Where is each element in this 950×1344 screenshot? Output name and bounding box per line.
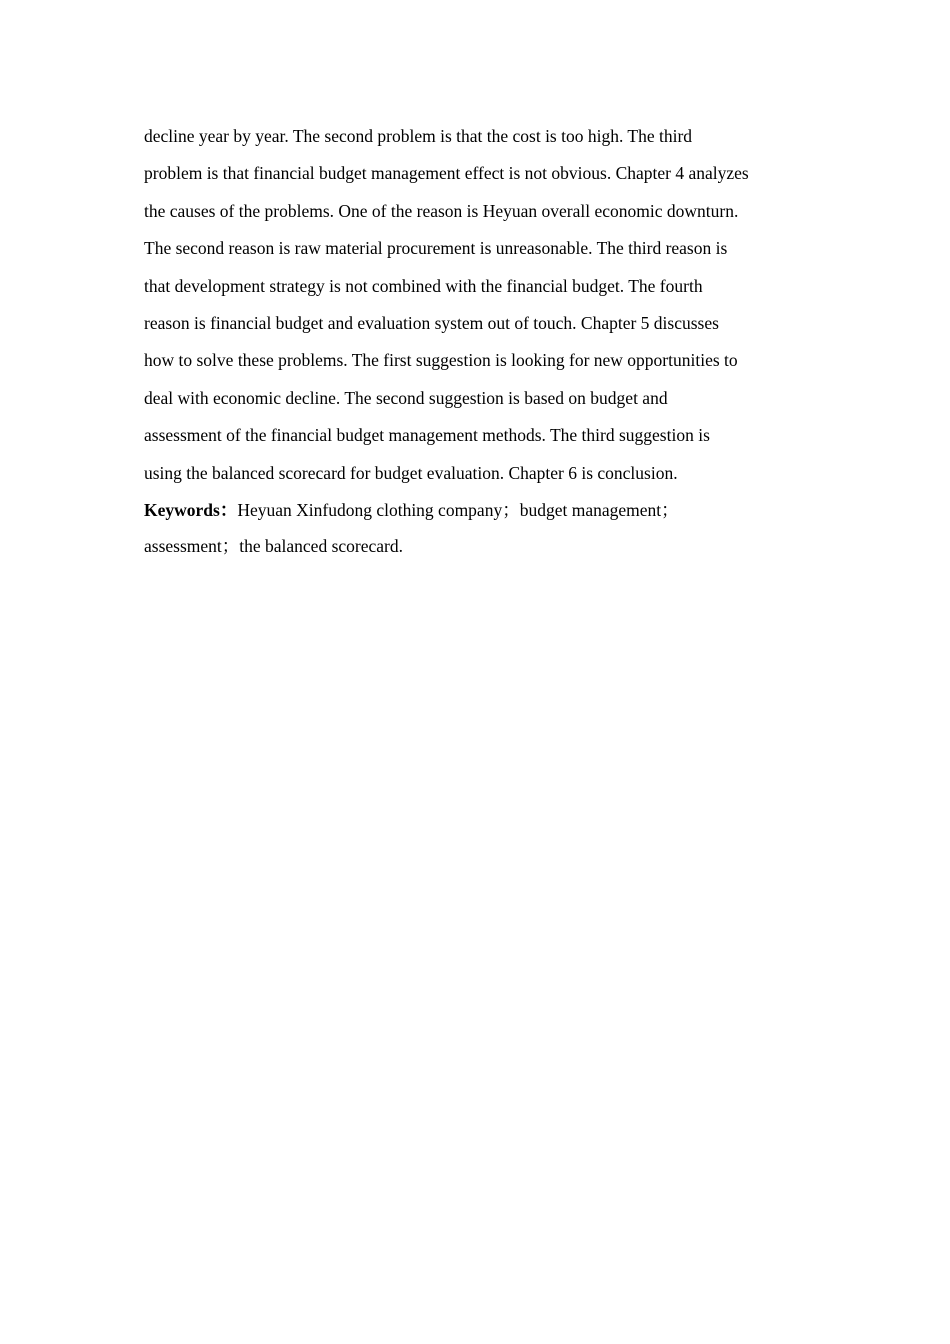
- keywords-line-continued: assessment；the balanced scorecard.: [144, 535, 403, 556]
- keywords-label: Keywords：: [144, 499, 238, 520]
- keywords-line: [144, 492, 824, 528]
- abstract-line: that development strategy is not combined with the financial budget. The fourth: [144, 275, 703, 296]
- abstract-line: The second reason is raw material procurement is unreasonable. The third reason is: [144, 238, 728, 259]
- abstract-line: problem is that financial budget management effect is not obvious. Chapter 4 analyzes: [144, 163, 749, 184]
- abstract-line: assessment of the financial budget management methods. The third suggestion is: [144, 425, 710, 446]
- abstract-line: how to solve these problems. The first suggestion is looking for new opportunities to: [144, 350, 738, 371]
- keywords-values: Heyuan Xinfudong clothing company；budget management；: [237, 499, 679, 520]
- abstract-body: [144, 118, 824, 564]
- abstract-line: decline year by year. The second problem is that the cost is too high. The third: [144, 126, 693, 146]
- abstract-line: deal with economic decline. The second suggestion is based on budget and: [144, 387, 668, 408]
- abstract-line: the causes of the problems. One of the reason is Heyuan overall economic downturn.: [144, 200, 739, 221]
- abstract-line: reason is financial budget and evaluation system out of touch. Chapter 5 discusses: [144, 312, 719, 333]
- abstract-line: using the balanced scorecard for budget evaluation. Chapter 6 is conclusion.: [144, 462, 678, 483]
